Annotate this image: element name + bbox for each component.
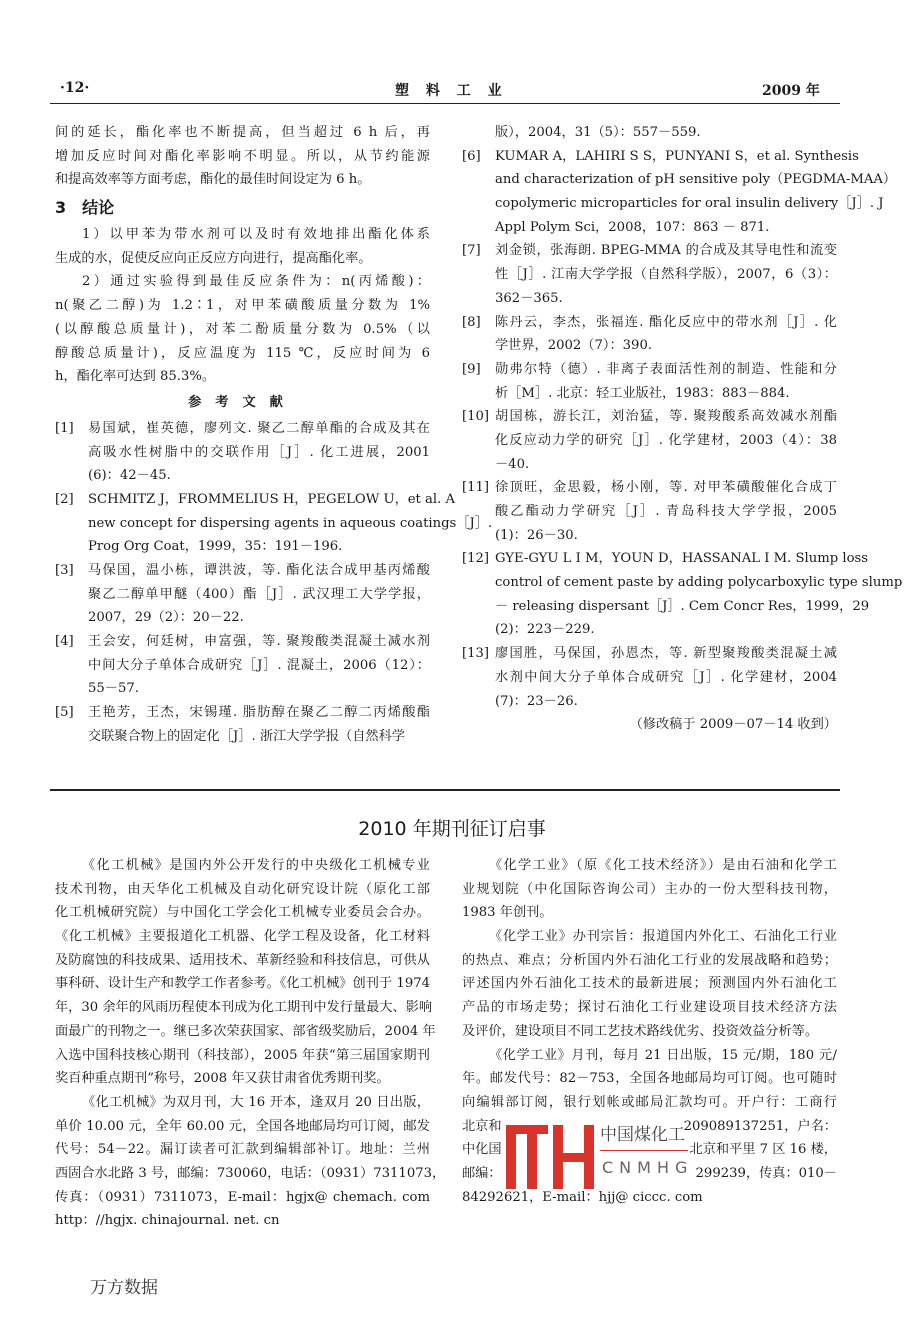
text-line: 评述国内外石油化工技术的最新进展；预测国内外石油化工 (462, 976, 837, 992)
section-heading: 3 结论 (55, 198, 115, 218)
text-line: 聚乙二醇单甲醚（400）酯［J］. 武汉理工大学学报， (88, 586, 430, 602)
text-line: 1）以甲苯为带水剂可以及时有效地排出酯化体系 (82, 227, 430, 243)
paragraph-partial (462, 1115, 837, 1186)
text-line: KUMAR A，LAHIRI S S，PUNYANI S，et al. Synthesis (495, 148, 859, 164)
text-line: 产品的市场走势；探讨石油化工行业建设项目技术经济方法 (462, 1000, 837, 1016)
text-line: (6)：42－45. (88, 468, 171, 484)
text-line: 《化学工业》（原《化工技术经济》）是由石油和化学工 (489, 858, 837, 873)
text-line: 《化学工业》办刊宗旨：报道国内外化工、石油化工行业 (489, 929, 837, 945)
text-line: 向编辑部订阅，银行划帐或邮局汇款均可。开户行：工商行 (462, 1094, 837, 1110)
text-line: 增加反应时间对酯化率影响不明显。所以，从节约能源 (55, 148, 430, 164)
reference-number: [2] (55, 491, 74, 507)
notice-title: 2010 年期刊征订启事 (358, 818, 546, 840)
header-year: 2009 年 (762, 83, 820, 99)
text-line: 高吸水性树脂中的交联作用［J］. 化工进展，2001 (88, 444, 430, 460)
text-line: 事科研、设计生产和教学工作者参考。《化工机械》创刊于 1974 (55, 976, 430, 992)
reference-item (55, 559, 430, 630)
text-line-obscured (462, 1162, 837, 1186)
text-line: 王艳芳，王杰，宋锡瑾. 脂肪醇在聚乙二醇二丙烯酸酯 (88, 705, 430, 721)
text-line: 中间大分子单体合成研究［J］. 混凝土，2006（12）： (88, 657, 430, 673)
text-line: 技术刊物，由天华化工机械及自动化研究设计院（原化工部 (55, 881, 430, 897)
text-line: 交联聚合物上的固定化［J］. 浙江大学学报（自然科学 (88, 728, 405, 744)
text-line: 化反应动力学的研究［J］. 化学建材，2003（4）：38 (495, 432, 837, 448)
text-line: 及防腐蚀的科技成果、适用技术、革新经验和科技信息，可供从 (55, 952, 430, 968)
text-line: － releasing dispersant［J］. Cem Concr Res，1999，29 (495, 598, 870, 614)
text-line: (1)：26－30. (495, 527, 578, 543)
text-line: 水剂中间大分子单体合成研究［J］. 化学建材，2004 (495, 669, 837, 685)
text-fragment: 中化国 (462, 1142, 502, 1158)
text-line: －40. (495, 456, 530, 472)
text-line: 《化工机械》为双月刊，大 16 开本，逢双月 20 日出版， (82, 1094, 430, 1110)
reference-number: [7] (462, 243, 481, 259)
reference-item (55, 701, 430, 748)
reference-number: [3] (55, 563, 74, 578)
text-line: 及评价，建设项目不同工艺技术路线优劣、投资效益分析等。 (462, 1023, 819, 1039)
text-line: 间的延长，酯化率也不断提高，但当超过 6 h 后，再 (55, 125, 430, 140)
reference-item (462, 311, 837, 358)
reference-number: [12] (462, 551, 490, 567)
text-line: 业规划院（中化国际咨询公司）主办的一份大型科技刊物， (462, 881, 837, 897)
text-line: 易国斌，崔英德，廖列文. 聚乙二醇单酯的合成及其在 (88, 420, 430, 436)
text-line: 55－57. (88, 681, 139, 697)
text-line: 的热点、难点；分析国内外石油化工行业的发展战略和趋势； (462, 952, 837, 968)
text-line: 廖国胜，马保国，孙恩杰，等. 新型聚羧酸类混凝土减 (495, 646, 837, 662)
notice-right-column (462, 854, 837, 1209)
paragraph (462, 854, 837, 925)
text-line: h，酯化率可达到 85.3%。 (55, 369, 216, 385)
reference-item (462, 239, 837, 310)
paragraph (55, 1091, 446, 1233)
text-line: SCHMITZ J，FROMMELIUS H，PEGELOW U，et al. A (88, 491, 456, 507)
text-line: 醇酸总质量计)，反应温度为 115 ℃，反应时间为 6 (55, 345, 430, 361)
text-line: 酸乙酯动力学研究［J］. 青岛科技大学学报，2005 (495, 504, 837, 519)
text-line: 传真：（0931）7311073，E-mail：hgjx@ chemach. com (55, 1189, 430, 1205)
text-line: 年，30 余年的风雨历程使本刊成为化工期刊中发行量最大、影响 (55, 1000, 433, 1016)
text-line: 马保国，温小栋，谭洪波，等. 酯化法合成甲基丙烯酸 (88, 563, 430, 578)
text-line: 和提高效率等方面考虑，酯化的最佳时间设定为 6 h。 (55, 172, 371, 188)
text-line-obscured (462, 1138, 837, 1162)
text-line: (2)：223－229. (495, 622, 595, 638)
text-line: 入选中国科技核心期刊（科技部），2005 年获“第三届国家期刊 (55, 1047, 430, 1063)
text-line: 面最广的刊物之一。继已多次荣获国家、部省级奖励后，2004 年 (55, 1023, 436, 1039)
text-line: 奖百种重点期刊”称号，2008 年又获甘肃省优秀期刊奖。 (55, 1071, 390, 1087)
reference-number: [6] (462, 148, 481, 164)
reference-item (462, 121, 837, 145)
text-line: new concept for dispersing agents in aqueous coatings［J］. (88, 515, 493, 531)
reference-number: [9] (462, 361, 481, 377)
text-line: 2）通过实验得到最佳反应条件为：n(丙烯酸)： (82, 274, 430, 290)
text-line: and characterization of pH sensitive poly（PEGDMA-MAA） (495, 172, 897, 188)
references-title: 参考文献 (188, 394, 297, 410)
reference-number: [11] (462, 480, 490, 496)
paragraph (55, 854, 436, 1091)
text-fragment: 北京和平里 7 区 16 楼， (689, 1142, 837, 1158)
text-line: (7)：23－26. (495, 693, 578, 709)
text-line: 《化工机械》主要报道化工机器、化学工程及设备，化工材料 (55, 929, 430, 945)
right-column (462, 121, 903, 737)
reference-item (55, 630, 430, 701)
text-line: 析［M］. 北京：轻工业版社，1983：883－884. (495, 385, 790, 401)
paragraph (55, 223, 430, 270)
text-line: 2007，29（2）：20－22. (88, 610, 244, 626)
journal-name: 塑 料 工 业 (395, 83, 508, 99)
reference-number: [8] (462, 314, 481, 330)
reference-item (462, 358, 837, 405)
text-fragment: 209089137251，户名： (683, 1118, 837, 1134)
reference-item (462, 642, 837, 713)
text-line: 性［J］. 江南大学学报（自然科学版），2007，6（3）： (495, 267, 837, 283)
text-line: 勋弗尔特（德）. 非离子表面活性剂的制造、性能和分 (495, 361, 837, 377)
reference-list (462, 121, 903, 713)
text-line: Prog Org Coat，1999，35：191－196. (88, 539, 343, 555)
text-line: 西固合水北路 3 号，邮编：730060，电话：（0931）7311073， (55, 1165, 446, 1181)
reference-item (55, 417, 430, 488)
text-line: 年。邮发代号：82－753，全国各地邮局均可订阅。也可随时 (462, 1071, 837, 1087)
received-date: （修改稿于 2009－07－14 收到） (629, 717, 837, 733)
text-line: 生成的水，促使反应向正反应方向进行，提高酯化率。 (55, 250, 372, 266)
reference-number: [10] (462, 409, 490, 425)
paragraph (55, 270, 430, 388)
text-line: 《化学工业》月刊，每月 21 日出版，15 元/期，180 元/ (489, 1047, 837, 1063)
reference-number: [4] (55, 634, 74, 650)
text-line: 《化工机械》是国内外公开发行的中央级化工机械专业 (82, 858, 430, 873)
text-fragment: 北京和 (462, 1118, 502, 1134)
text-line: 陈丹云，李杰，张福连. 酯化反应中的带水剂［J］. 化 (495, 314, 837, 330)
text-line: copolymeric microparticles for oral insulin delivery［J］. J (495, 196, 884, 212)
text-line: 胡国栋，游长江，刘治猛，等. 聚羧酸系高效减水剂酯 (495, 409, 837, 425)
text-fragment: 邮编： (462, 1165, 502, 1181)
notice-left-column (55, 854, 446, 1233)
paragraph (55, 121, 430, 192)
text-line: 代号：54－22。漏订读者可汇款到编辑部补订。地址：兰州 (55, 1142, 430, 1158)
email-line: 84292621，E-mail：hjj@ ciccc. com (462, 1189, 703, 1205)
reference-item (462, 547, 903, 642)
text-line: 徐顶旺，金思毅，杨小刚，等. 对甲苯磺酸催化合成丁 (495, 480, 837, 496)
reference-number: [1] (55, 420, 74, 436)
text-line: 单价 10.00 元，全年 60.00 元，全国各地邮局均可订阅，邮发 (55, 1118, 430, 1134)
header-rule (50, 103, 840, 104)
reference-number: [13] (462, 646, 490, 662)
text-line: GYE-GYU L I M，YOUN D，HASSANAL I M. Slump loss (495, 551, 869, 567)
paragraph (462, 1044, 837, 1115)
text-line: Appl Polym Sci，2008，107：863 － 871. (495, 219, 770, 235)
text-fragment: 299239，传真：010－ (695, 1165, 837, 1181)
watermark-cn: 中国煤化工 (600, 1125, 685, 1145)
text-line: 化工机械研究院）与中国化工学会化工机械专业委员会合办。 (55, 905, 430, 921)
text-line: 版），2004，31（5）：557－559. (495, 125, 701, 140)
reference-number: [5] (55, 705, 74, 721)
text-line: http：//hgjx. chinajournal. net. cn (55, 1213, 280, 1229)
reference-item (462, 476, 837, 547)
text-line: 学世界，2002（7）：390. (495, 338, 653, 354)
text-line: (以醇酸总质量计)，对苯二酚质量分数为 0.5%（以 (55, 321, 430, 337)
reference-item (462, 405, 837, 476)
text-line: control of cement paste by adding polycarboxylic type slump (495, 575, 903, 591)
text-line-obscured (462, 1115, 837, 1139)
text-line: 362－365. (495, 290, 563, 306)
text-line: 王会安，何廷树，申富强，等. 聚羧酸类混凝土减水剂 (88, 634, 430, 650)
section-divider (50, 789, 840, 791)
text-line: 1983 年创刊。 (462, 905, 553, 921)
source-label: 万方数据 (90, 1278, 158, 1298)
text-line: 刘金锁，张海朗. BPEG-MMA 的合成及其导电性和流变 (495, 243, 837, 259)
text-line: n(聚乙二醇)为 1.2∶1，对甲苯磺酸质量分数为 1% (55, 298, 430, 314)
page-number: ·12· (60, 80, 90, 96)
watermark-en: CNMHG (602, 1158, 694, 1177)
paragraph (462, 925, 837, 1043)
reference-item (462, 145, 897, 240)
